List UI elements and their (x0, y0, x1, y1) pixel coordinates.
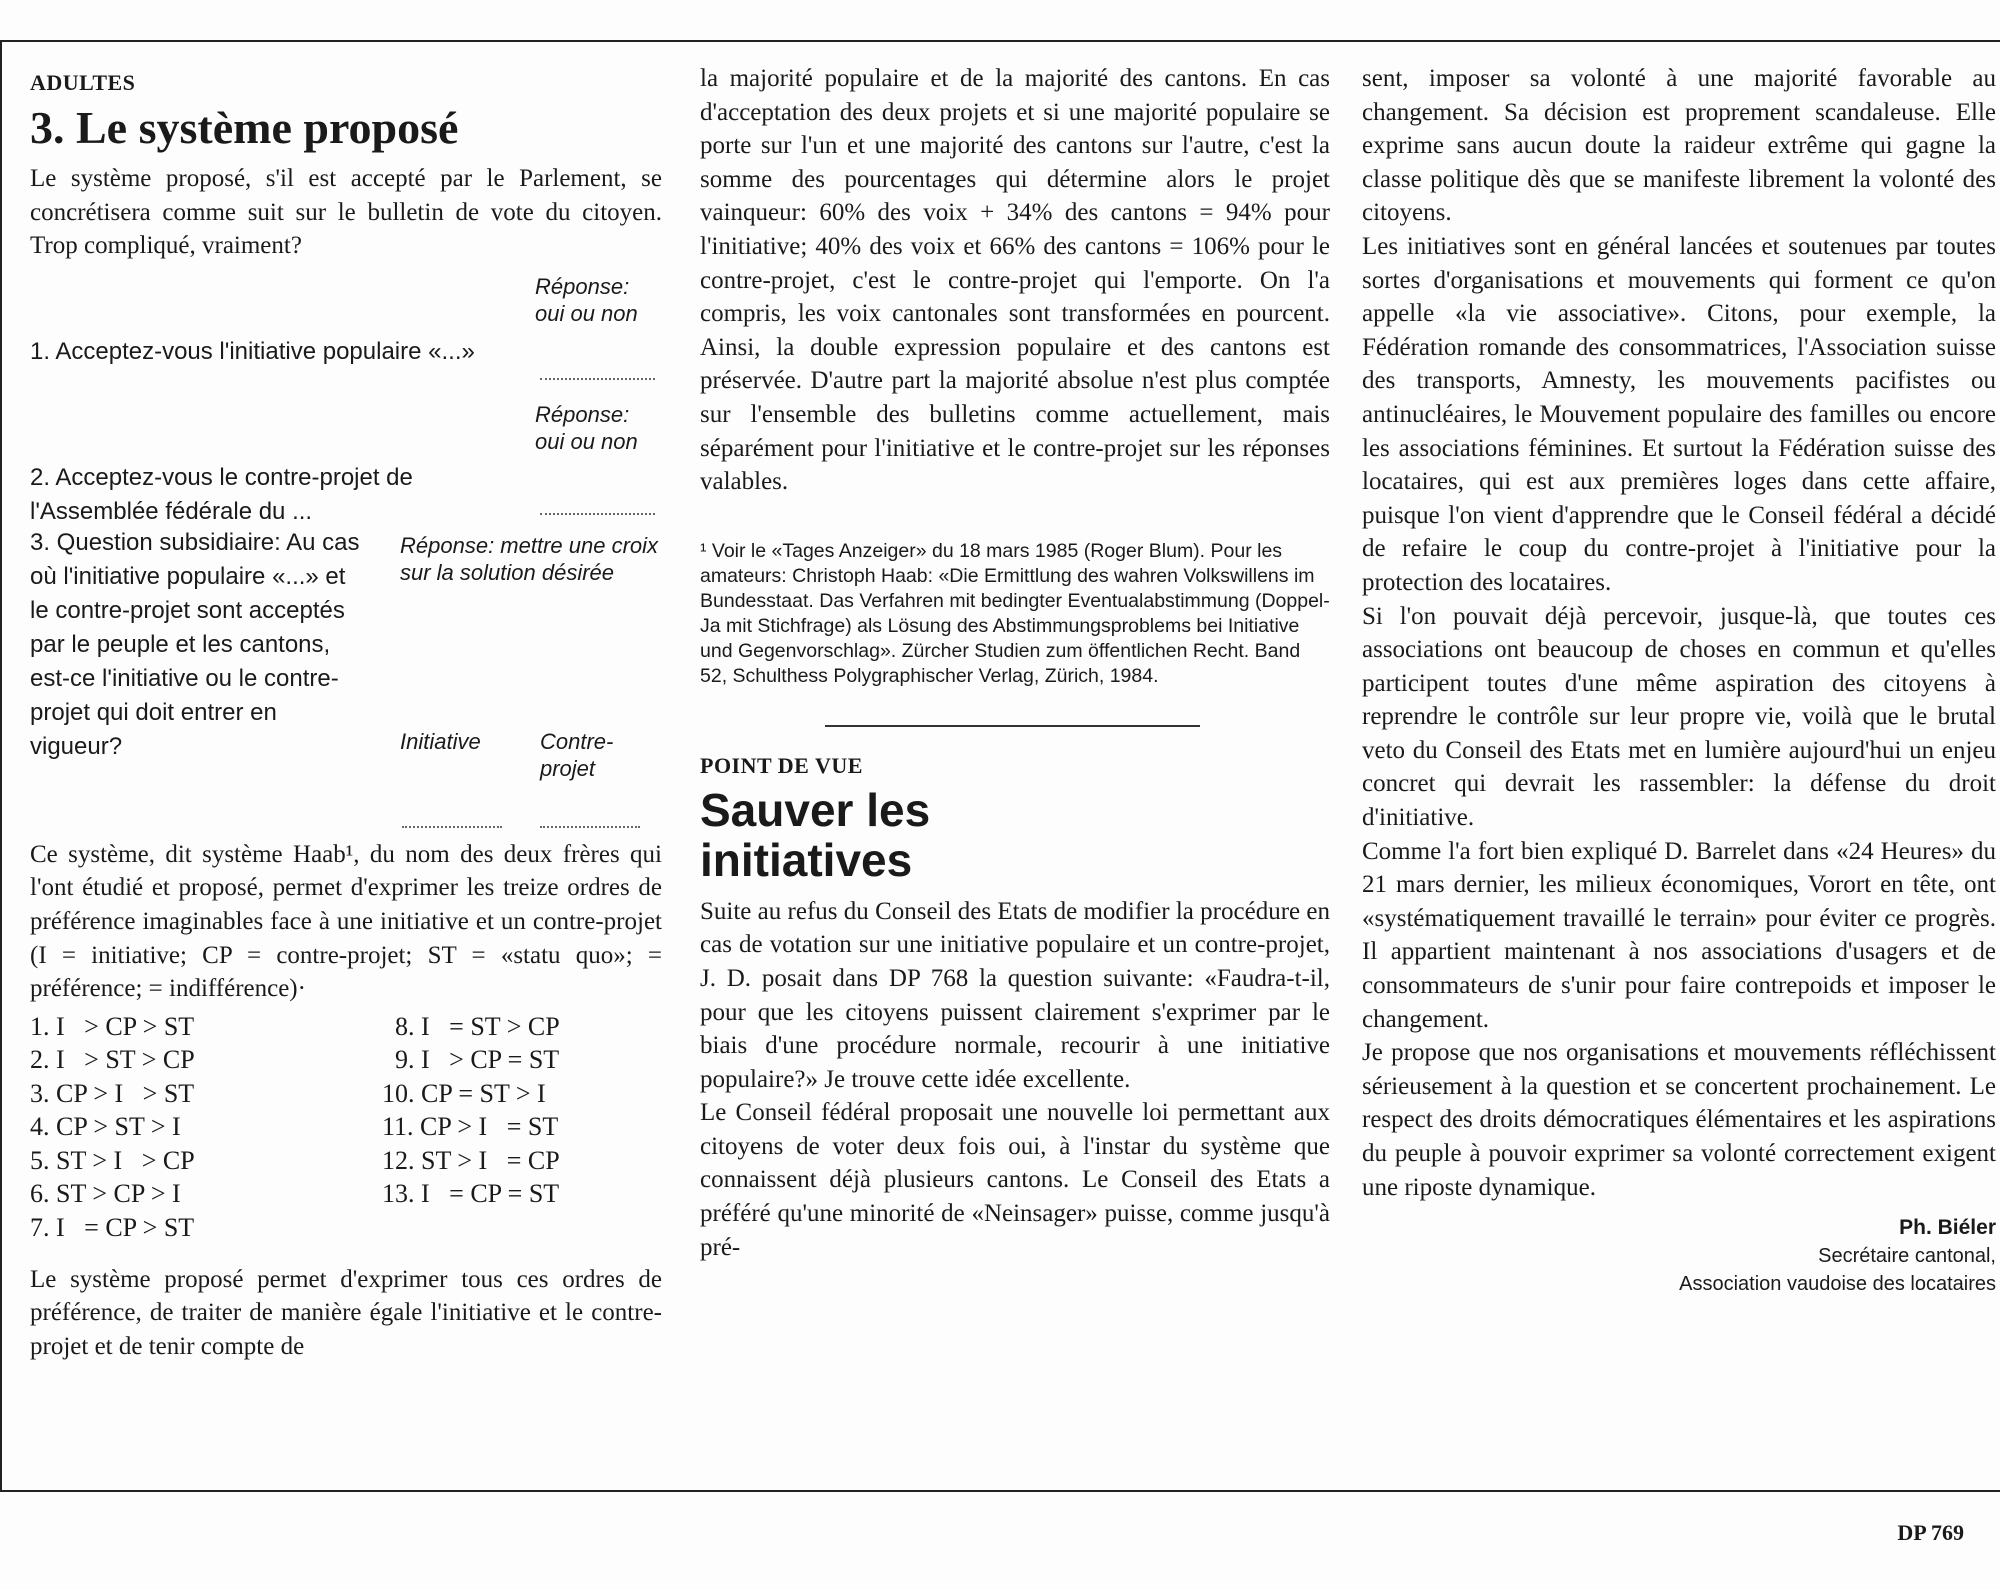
ballot-question-2: 2. Acceptez-vous le contre-projet de l'Assemblée fédérale du ... (30, 463, 413, 525)
top-rule (0, 40, 2000, 42)
continuation-paragraph: la majorité populaire et de la majorité des cantons. En cas d'acceptation des deux projets et si une majorité populaire se porte sur l'un et une majorité des cantons sur l'autre, c'est la somme des pourcentages qui détermine alors le projet vainqueur: 60% des voix + 34% des cantons = 94% pour l'initiative; 40% des voix et 66% des cantons = 106% pour le contre-projet, c'est le contre-projet qui l'emporte. On l'a compris, les voix cantonales sont transformées en pourcent. Ainsi, la double expression populaire et des cantons est préservée. D'autre part la majorité absolue n'est plus comptée sur l'ensemble des bulletins comme actuellement, mais séparément pour l'initiative et le contre-projet sur les réponses valables. (700, 65, 1330, 496)
reponse-label-1: Réponse: oui ou non (535, 273, 638, 326)
ballot-question-1: 1. Acceptez-vous l'initiative populaire «...» (30, 337, 475, 365)
preference-item: 2. I > ST > CP (30, 1045, 195, 1075)
section-divider (825, 725, 1200, 727)
section-kicker-adultes: ADULTES (30, 70, 136, 95)
article-title-systeme: 3. Le système proposé (30, 102, 459, 153)
preference-item: 8. I = ST > CP (395, 1011, 560, 1041)
article-title-sauver: Sauver les initiatives (700, 783, 931, 886)
section-kicker-point-de-vue: POINT DE VUE (700, 752, 863, 778)
preference-list (30, 1010, 662, 1255)
point-de-vue-paragraph-1: Suite au refus du Conseil des Etats de modifier la procédure en cas de votation sur une initiative populaire et un contre-projet, J. D. posait dans DP 768 la question suivante: «Faudra-t-il, pour que les citoyens puissent clairement s'exprimer par le biais d'une procédure normale, recourir à une initiative populaire?» Je trouve cette idée excellente. (700, 897, 1330, 1093)
col3-paragraph-4: Comme l'a fort bien expliqué D. Barrelet dans «24 Heures» du 21 mars dernier, les milieux économiques, Vorort en tête, ont «systématiquement travaillé le terrain» pour éviter ce progrès. Il appartient maintenant à nos associations d'usagers et de consommateurs de s'unir pour faire contrepoids et imposer le changement. (1362, 837, 1996, 1033)
answer-line-initiative (402, 826, 502, 828)
preference-item: 1. I > CP > ST (30, 1011, 195, 1041)
col3-paragraph-5: Je propose que nos organisations et mouvements réfléchissent sérieusement à la question et se concertent prochainement. Le respect des droits démocratiques élémentaires et les aspirations du peuple à pouvoir exprimer sa volonté correctement exigent une riposte dynamique. (1362, 1039, 1996, 1201)
preference-item: 7. I = CP > ST (30, 1212, 195, 1242)
preference-item: 3. CP > I > ST (30, 1078, 195, 1108)
signature-organization: Association vaudoise des locataires (1679, 1273, 1996, 1296)
preference-item: 12. ST > I = CP (382, 1145, 560, 1175)
haab-paragraph: Ce système, dit système Haab¹, du nom des deux frères qui l'ont étudié et proposé, permet d'exprimer les treize ordres de préférence imaginables face à une initiative et un contre-projet (I = initiative; CP = contre-projet; ST = «statu quo»; = préférence; = indifférence)· (30, 840, 662, 1003)
intro-paragraph: Le système proposé, s'il est accepté par le Parlement, se concrétisera comme suit sur le bulletin de vote du citoyen. Trop compliqué, vraiment? (30, 165, 662, 260)
preference-item: 13. I = CP = ST (382, 1179, 560, 1209)
preference-item: 4. CP > ST > I (30, 1112, 181, 1142)
col3-paragraph-3: Si l'on pouvait déjà percevoir, jusque-là, que toutes ces associations ont beaucoup de choses en commun et qu'elles participent toutes d'une même aspiration des citoyens à reprendre le contrôle sur leur propre vie, voilà que le brutal veto du Conseil des Etats met en lumière aujourd'hui un enjeu concret qui devrait les rassembler: la défense du droit d'initiative. (1362, 602, 1996, 832)
reponse-label-2: Réponse: oui ou non (535, 401, 638, 454)
preference-item: 11. CP > I = ST (382, 1112, 559, 1142)
option-initiative: Initiative (400, 728, 481, 754)
ballot-sample (30, 273, 662, 838)
signature-role: Secrétaire cantonal, (1818, 1245, 1996, 1268)
column-2 (700, 62, 1330, 1264)
point-de-vue-paragraph-2: Le Conseil fédéral proposait une nouvelle loi permettant aux citoyens de voter deux fois oui, à l'instar du système que connaissent déjà plusieurs cantons. Le Conseil des Etats a préféré qu'une minorité de «Neinsager» puisse, comme jusqu'à pré- (700, 1099, 1330, 1261)
option-contre-projet: Contre-projet (540, 728, 614, 781)
signature-block (1362, 1214, 1996, 1298)
ballot-question-3: 3. Question subsidiaire: Au cas où l'initiative populaire «...» et le contre-projet sont acceptés par le peuple et les cantons, est-ce l'initiative ou le contre-projet qui doit entrer en vigueur? (30, 528, 360, 760)
column-3 (1362, 62, 1996, 1298)
answer-line-contre-projet (540, 826, 640, 828)
closing-paragraph: Le système proposé permet d'exprimer tous ces ordres de préférence, de traiter de manière égale l'initiative et le contre-projet et de tenir compte de (30, 1265, 662, 1360)
answer-line-2 (540, 513, 655, 515)
preference-item: 5. ST > I > CP (30, 1145, 195, 1175)
answer-line-1 (540, 378, 655, 380)
preference-item: 10. CP = ST > I (382, 1078, 546, 1108)
page-folio: DP 769 (1897, 1520, 1964, 1545)
preference-item: 6. ST > CP > I (30, 1179, 181, 1209)
preference-item: 9. I > CP = ST (395, 1045, 560, 1075)
bottom-rule (0, 1490, 2000, 1492)
reponse-label-3: Réponse: mettre une croix sur la solution désirée (400, 532, 659, 585)
left-rule (0, 40, 2, 1492)
footnote: ¹ Voir le «Tages Anzeiger» du 18 mars 1985 (Roger Blum). Pour les amateurs: Christoph Haab: «Die Ermittlung des wahren Volkswillens im Bundesstaat. Das Verfahren mit bedingter Eventualabstimmung (Doppel-Ja mit Stichfrage) als Lösung des Abstimmungsproblems bei Initiative und Gegenvorschlag». Zürcher Studien zum öffentlichen Recht. Band 52, Schulthess Polygraphischer Verlag, Zürich, 1984. (700, 539, 1330, 687)
col3-paragraph-2: Les initiatives sont en général lancées et soutenues par toutes sortes d'organisations et mouvements qui forment ce qu'on appelle «la vie associative». Citons, pour exemple, la Fédération romande des consommatrices, l'Association suisse des transports, Amnesty, les mouvements pacifistes ou antinucléaires, le Mouvement populaire des familles ou encore les associations féminines. Et surtout la Fédération suisse des locataires, qui est aux premières loges dans cette affaire, puisque l'on vient d'apprendre que le Conseil fédéral a décidé de refaire le coup du contre-projet à l'initiative pour la protection des locataires. (1362, 232, 1996, 596)
column-1 (30, 62, 662, 1364)
col3-paragraph-1: sent, imposer sa volonté à une majorité favorable au changement. Sa décision est proprement scandaleuse. Elle exprime sans aucun doute la raideur extrême qui gagne la classe politique dès que se manifeste librement la volonté des citoyens. (1362, 65, 1996, 227)
signature-name: Ph. Biéler (1899, 1216, 1996, 1240)
